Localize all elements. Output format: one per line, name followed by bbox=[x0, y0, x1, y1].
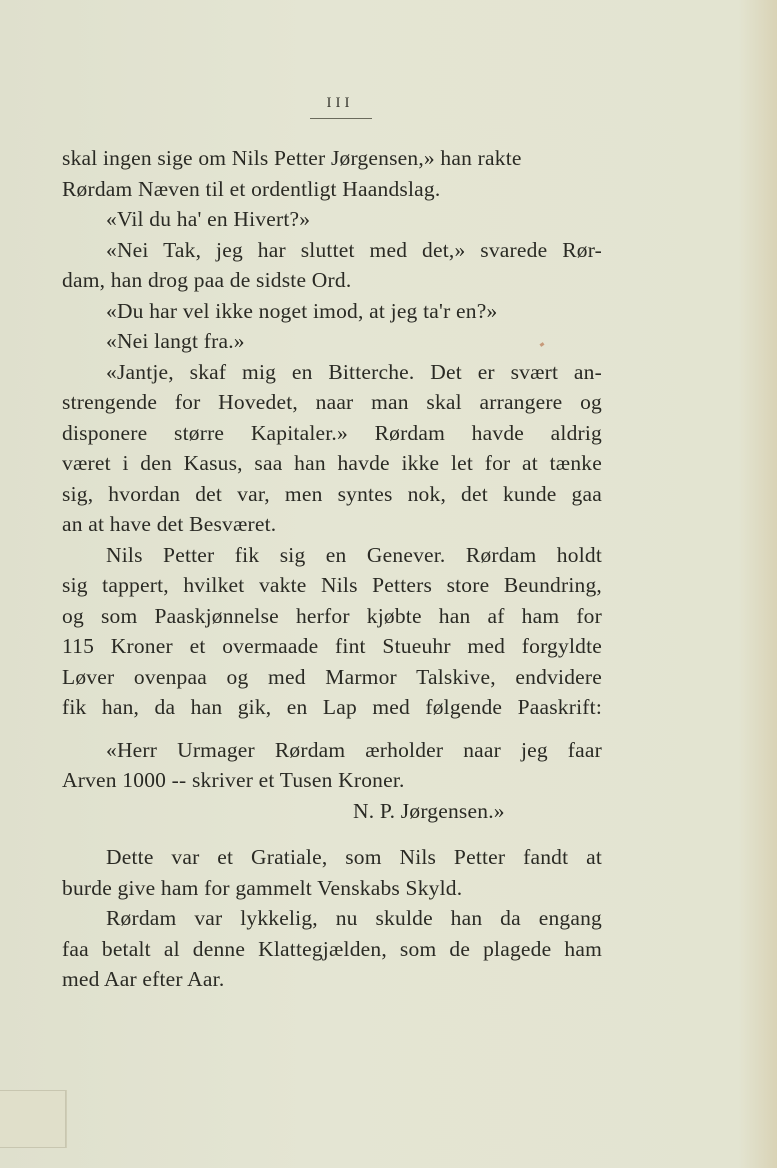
text-line: været i den Kasus, saa han havde ikke let for at tænke bbox=[62, 451, 602, 475]
text-line: sig, hvordan det var, men syntes nok, det kunde gaa bbox=[62, 481, 602, 506]
note-line: Arven 1000 -- skriver et Tusen Kroner. bbox=[62, 768, 405, 792]
body-text bbox=[62, 143, 602, 995]
paper-tab-mark bbox=[0, 1090, 66, 1148]
text-line: dam, han drog paa de sidste Ord. bbox=[62, 268, 352, 292]
page-number: III bbox=[326, 95, 354, 111]
text-line: Løver ovenpaa og med Marmor Talskive, endvidere bbox=[62, 664, 602, 689]
page-number-rule bbox=[310, 118, 372, 119]
text-line: fik han, da han gik, en Lap med følgende Paaskrift: bbox=[62, 695, 602, 719]
text-line: Rørdam Næven til et ordentligt Haandslag. bbox=[62, 176, 441, 201]
text-line: «Nei Tak, jeg har sluttet med det,» svarede Rør- bbox=[106, 237, 602, 262]
spacer bbox=[62, 826, 602, 842]
note-line: «Herr Urmager Rørdam ærholder naar jeg faar bbox=[106, 737, 602, 762]
text-line: og som Paaskjønnelse herfor kjøbte han af ham for bbox=[62, 603, 602, 628]
text-line: Nils Petter fik sig en Genever. Rørdam holdt bbox=[106, 542, 602, 567]
text-line: Dette var et Gratiale, som Nils Petter fandt at bbox=[106, 845, 602, 869]
text-line: 115 Kroner et overmaade fint Stueuhr med forgyldte bbox=[62, 634, 602, 658]
note-quote bbox=[62, 735, 602, 827]
text-line: «Jantje, skaf mig en Bitterche. Det er svært an- bbox=[106, 359, 602, 384]
text-line: «Du har vel ikke noget imod, at jeg ta'r en?» bbox=[106, 298, 498, 323]
text-line: sig tappert, hvilket vakte Nils Petters store Beundring, bbox=[62, 573, 602, 597]
text-line: disponere større Kapitaler.» Rørdam havde aldrig bbox=[62, 420, 602, 445]
text-line: burde give ham for gammelt Venskabs Skyld. bbox=[62, 875, 463, 900]
spacer bbox=[62, 723, 602, 735]
note-signature: N. P. Jørgensen.» bbox=[353, 798, 505, 823]
text-line: Rørdam var lykkelig, nu skulde han da engang bbox=[106, 906, 602, 930]
text-line: an at have det Besværet. bbox=[62, 512, 277, 536]
text-line: «Nei langt fra.» bbox=[106, 329, 245, 353]
text-line: faa betalt al denne Klattegjælden, som de plagede ham bbox=[62, 936, 602, 961]
text-line: strengende for Hovedet, naar man skal arrangere og bbox=[62, 390, 602, 414]
text-line: «Vil du ha' en Hivert?» bbox=[106, 207, 311, 231]
text-line: skal ingen sige om Nils Petter Jørgensen,» han rakte bbox=[62, 146, 522, 170]
text-line: med Aar efter Aar. bbox=[62, 967, 225, 991]
